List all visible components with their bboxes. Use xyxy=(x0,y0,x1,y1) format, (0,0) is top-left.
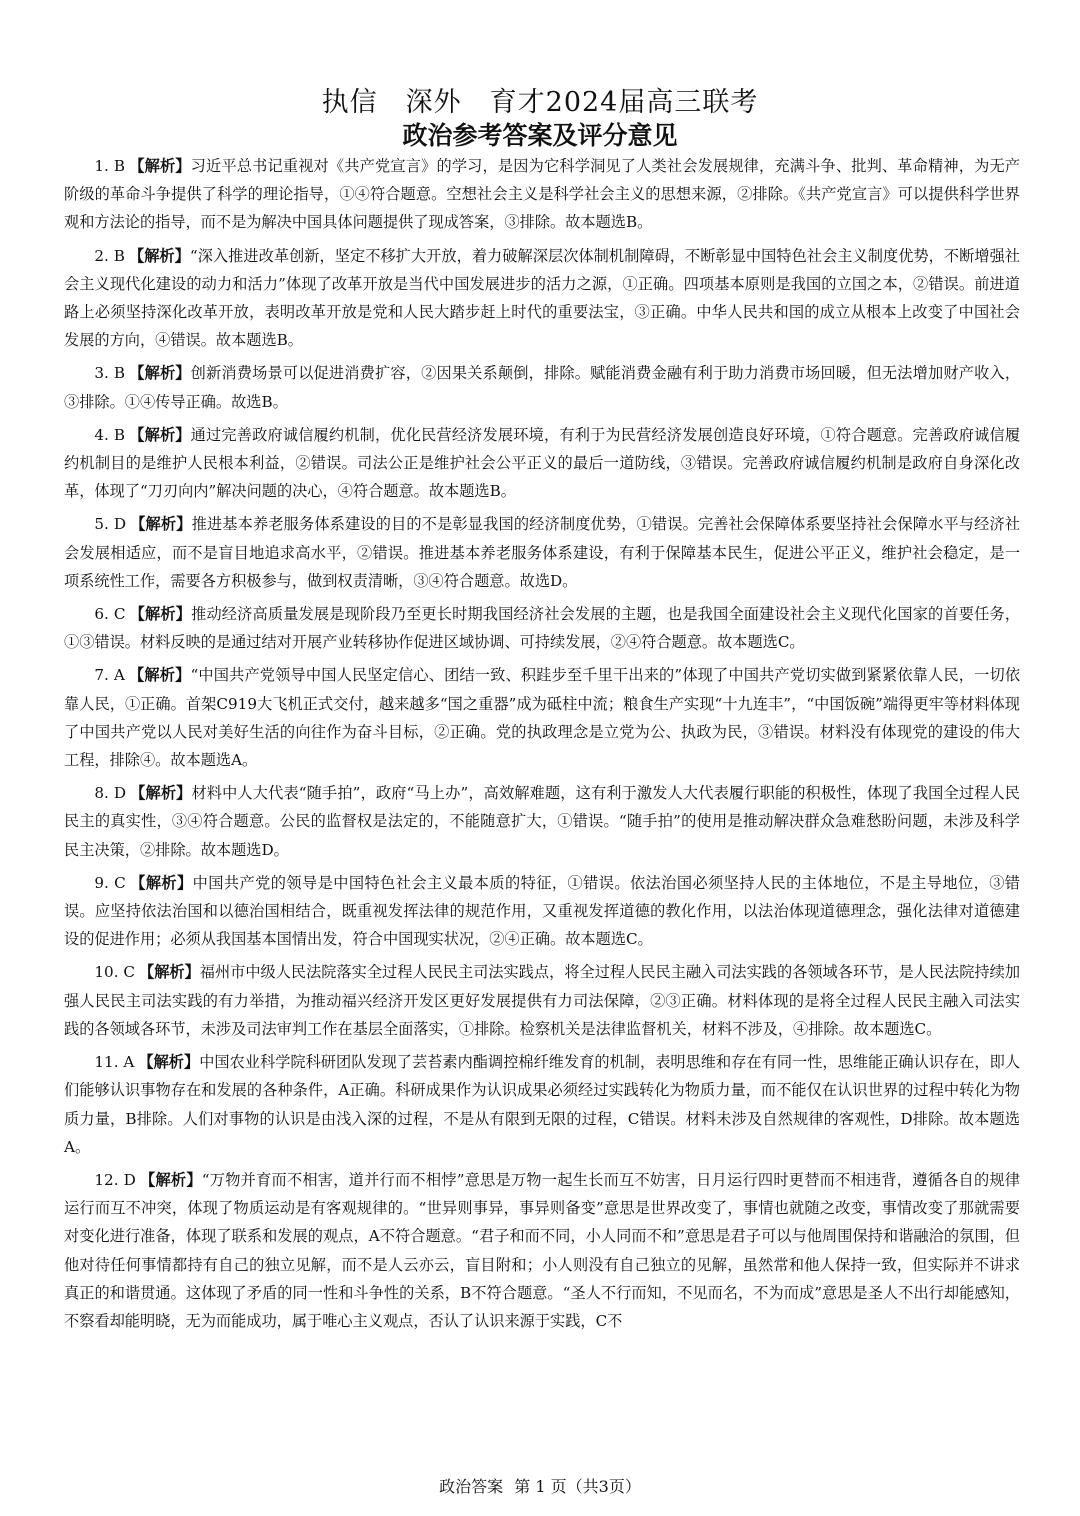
answer-item xyxy=(64,779,1020,864)
answer-number: 12. D xyxy=(94,1170,136,1189)
analysis-tag: 【解析】 xyxy=(128,246,190,265)
answer-item xyxy=(64,421,1020,506)
analysis-tag: 【解析】 xyxy=(130,784,192,803)
analysis-tag: 【解析】 xyxy=(130,515,192,534)
answer-text: 创新消费场景可以促进消费扩容，②因果关系颠倒，排除。赋能消费金融有利于助力消费市场回暖，但无法增加财产收入，③排除。①④传导正确。故选B。 xyxy=(64,364,1021,411)
analysis-tag: 【解析】 xyxy=(129,157,191,175)
answer-number: 8. D xyxy=(94,784,127,803)
answer-number: 9. C xyxy=(94,873,126,892)
analysis-tag: 【解析】 xyxy=(139,1170,202,1189)
answer-item xyxy=(64,152,1020,237)
answer-number: 10. C xyxy=(94,963,135,982)
analysis-tag: 【解析】 xyxy=(129,873,193,892)
analysis-tag: 【解析】 xyxy=(129,364,191,383)
answer-item xyxy=(64,510,1020,595)
answer-text: 材料中人大代表“随手拍”，政府“马上办”，高效解难题，这有利于激发人大代表履行职能的积极性，体现了我国全过程人民民主的真实性，③④符合题意。公民的监督权是法定的，不能随意扩大，①错误。“随手拍”的使用是推动解决群众急难愁盼问题，未涉及科学民主决策，②排除。故本题选D。 xyxy=(64,784,1020,859)
answer-text: “万物并育而不相害，道并行而不相悖”意思是万物一起生长而互不妨害，日月运行四时更替而不相违背，遵循各自的规律运行而互不冲突，体现了物质运动是有客观规律的。“世异则事异，事异则备变”意思是世界改变了，事情也就随之改变，事情改变了那就需要对变化进行准备，体现了联系和发展的观点，A不符合题意。“君子和而不同，小人同而不和”意思是君子可以与他周围保持和谐融洽的氛围，但他对待任何事情都持有自己的独立见解，而不是人云亦云，盲目附和；小人则没有自己独立的见解，虽然常和他人保持一致，但实际并不讲求真正的和谐贯通。这体现了矛盾的同一性和斗争性的关系，B不符合题意。“圣人不行而知，不见而名，不为而成”意思是圣人不出行却能感知，不察看却能明晓，无为而能成功，属于唯心主义观点，否认了认识来源于实践，C不 xyxy=(64,1170,1021,1330)
analysis-tag: 【解析】 xyxy=(129,605,192,624)
answer-text: “深入推进改革创新，坚定不移扩大开放，着力破解深层次体制机制障碍，不断彰显中国特色社会主义制度优势，不断增强社会主义现代化建设的动力和活力”体现了改革开放是当代中国发展进步的活力之源，①正确。四项基本原则是我国的立国之本，②错误。前进道路上必须坚持深化改革开放，表明改革开放是党和人民大踏步赶上时代的重要法宝，③正确。中华人民共和国的成立从根本上改变了中国社会发展的方向，④错误。故本题选B。 xyxy=(64,246,1021,350)
answer-item xyxy=(64,242,1020,355)
answer-item xyxy=(64,1048,1020,1161)
footer-subject: 政治答案 xyxy=(439,1477,504,1496)
answer-item xyxy=(64,600,1020,656)
answer-text: 中国农业科学院科研团队发现了芸苔素内酯调控棉纤维发育的机制，表明思维和存在有同一性，思维能正确认识存在，即人们能够认识事物存在和发展的各种条件，A正确。科研成果作为认识成果必须经过实践转化为物质力量，而不能仅在认识世界的过程中转化为物质力量，B排除。人们对事物的认识是由浅入深的过程，不是从有限到无限的过程，C错误。材料未涉及自然规律的客观性，D排除。故本题选A。 xyxy=(64,1053,1021,1156)
answer-number: 3. B xyxy=(94,364,126,383)
answer-number: 6. C xyxy=(94,605,126,624)
analysis-tag: 【解析】 xyxy=(139,963,200,982)
analysis-tag: 【解析】 xyxy=(128,666,191,685)
answer-text: 福州市中级人民法院落实全过程人民民主司法实践点，将全过程人民民主融入司法实践的各领域各环节，是人民法院持续加强人民民主司法实践的有力举措，为推动福兴经济开发区更好发展提供有力司法保障，②③正确。材料体现的是将全过程人民民主融入司法实践的各领域各环节，未涉及司法审判工作在基层全面落实，①排除。检察机关是法律监督机关，材料不涉及，④排除。故本题选C。 xyxy=(64,963,1021,1038)
answer-number: 7. A xyxy=(94,666,125,685)
answer-item xyxy=(64,1166,1020,1335)
answer-item xyxy=(64,869,1020,954)
answer-text: 推动经济高质量发展是现阶段乃至更长时期我国经济社会发展的主题，也是我国全面建设社会主义现代化国家的首要任务，①③错误。材料反映的是通过结对开展产业转移协作促进区域协调、可持续发展，②④符合题意。故本题选C。 xyxy=(64,605,1021,652)
answer-number: 5. D xyxy=(94,515,127,534)
answer-text: 通过完善政府诚信履约机制，优化民营经济发展环境，有利于为民营经济发展创造良好环境，①符合题意。完善政府诚信履约机制目的是维护人民根本利益，②错误。司法公正是维护社会公平正义的最后一道防线，③错误。完善政府诚信履约机制是政府自身深化改革，体现了“刀刃向内”解决问题的决心，④符合题意。故本题选B。 xyxy=(64,425,1021,501)
answer-item xyxy=(64,359,1020,415)
answer-number: 2. B xyxy=(94,246,125,265)
page-footer xyxy=(0,1476,1080,1498)
footer-page-number: 第 1 页（共3页） xyxy=(514,1477,641,1496)
answer-list xyxy=(64,152,1020,1340)
answer-item xyxy=(64,661,1020,774)
answer-text: 习近平总书记重视对《共产党宣言》的学习，是因为它科学洞见了人类社会发展规律，充满斗争、批判、革命精神，为无产阶级的革命斗争提供了科学的理论指导，①④符合题意。空想社会主义是科学社会主义的思想来源，②排除。《共产党宣言》可以提供科学世界观和方法论的指导，而不是为解决中国具体问题提供了现成答案，③排除。故本题选B。 xyxy=(64,157,1021,232)
answer-number: 1. B xyxy=(94,157,126,175)
answer-number: 4. B xyxy=(94,425,126,444)
answer-text: 中国共产党的领导是中国特色社会主义最本质的特征，①错误。依法治国必须坚持人民的主体地位，不是主导地位，③错误。应坚持依法治国和以德治国相结合，既重视发挥法律的规范作用，又重视发挥道德的教化作用，以法治体现道德理念，强化法律对道德建设的促进作用；必须从我国基本国情出发，符合中国现实状况，②④正确。故本题选C。 xyxy=(64,873,1020,949)
analysis-tag: 【解析】 xyxy=(129,425,191,444)
answer-text: 推进基本养老服务体系建设的目的不是彰显我国的经济制度优势，①错误。完善社会保障体系要坚持社会保障水平与经济社会发展相适应，而不是盲目地追求高水平，②错误。推进基本养老服务体系建设，有利于保障基本民生，促进公平正义，维护社会稳定，是一项系统性工作，需要各方积极参与，做到权责清晰，③④符合题意。故选D。 xyxy=(64,515,1021,590)
exam-title: 执信 深外 育才2024届高三联考 xyxy=(321,87,759,118)
answer-number: 11. A xyxy=(94,1053,135,1072)
document-subtitle: 政治参考答案及评分意见 xyxy=(402,121,678,150)
answer-text: “中国共产党领导中国人民坚定信心、团结一致、积跬步至千里干出来的”体现了中国共产党切实做到紧紧依靠人民，一切依靠人民，①正确。首架C919大飞机正式交付，越来越多“国之重器”成为砥柱中流；粮食生产实现“十九连丰”，“中国饭碗”端得更牢等材料体现了中国共产党以人民对美好生活的向往作为奋斗目标，②正确。党的执政理念是立党为公、执政为民，③错误。材料没有体现党的建设的伟大工程，排除④。故本题选A。 xyxy=(64,666,1021,770)
answer-item xyxy=(64,958,1020,1043)
analysis-tag: 【解析】 xyxy=(138,1053,200,1072)
